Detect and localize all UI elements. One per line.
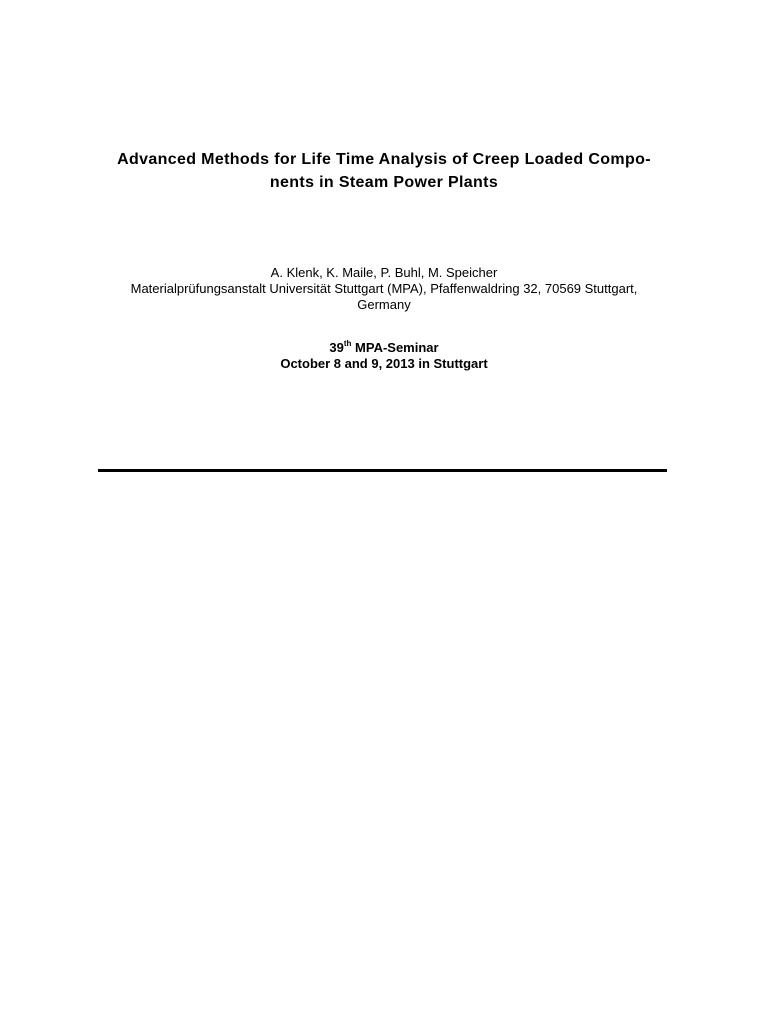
author-list: A. Klenk, K. Maile, P. Buhl, M. Speicher xyxy=(270,265,498,280)
seminar-ordinal-suffix: th xyxy=(343,339,352,348)
seminar-number: 39 xyxy=(329,340,344,355)
affiliation-line-2: Germany xyxy=(357,297,411,312)
title-line-1: Advanced Methods for Life Time Analysis of Creep Loaded Compo- xyxy=(117,151,651,168)
paper-title xyxy=(80,148,688,194)
affiliation-line-1: Materialprüfungsanstalt Universität Stuttgart (MPA), Pfaffenwaldring 32, 70569 Stuttgart, xyxy=(130,281,638,296)
seminar-dates: October 8 and 9, 2013 in Stuttgart xyxy=(280,356,488,371)
seminar-block xyxy=(60,340,708,372)
author-block xyxy=(60,265,708,313)
seminar-title: MPA-Seminar xyxy=(351,340,439,355)
horizontal-rule xyxy=(98,469,667,472)
title-line-2: nents in Steam Power Plants xyxy=(269,174,499,191)
seminar-name xyxy=(60,340,708,356)
